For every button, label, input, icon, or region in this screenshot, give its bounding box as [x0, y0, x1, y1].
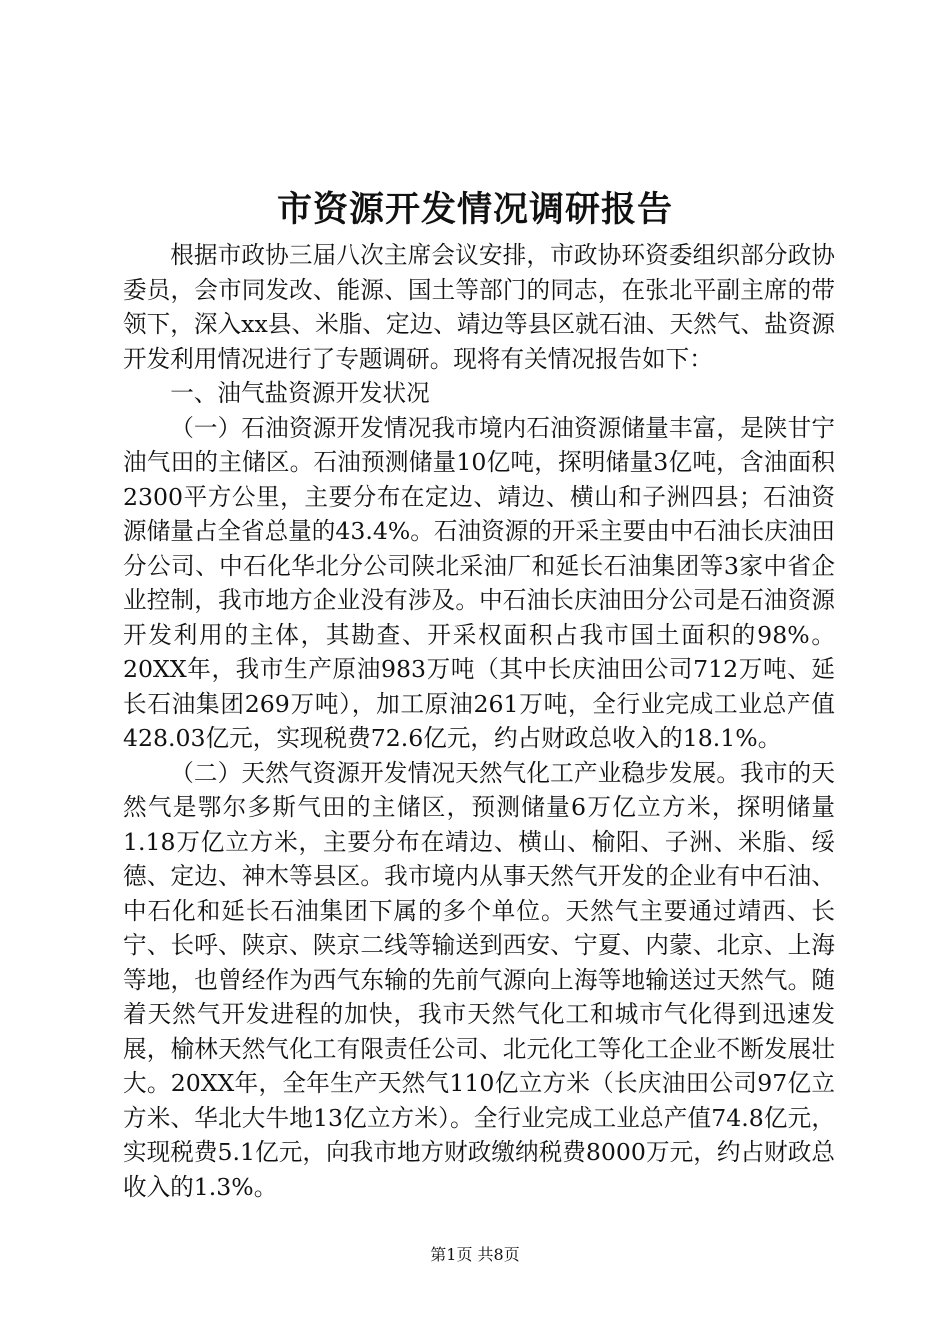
paragraph-intro: 根据市政协三届八次主席会议安排，市政协环资委组织部分政协委员，会市同发改、能源、国土等部门的同志，在张北平副主席的带领下，深入xx县、米脂、定边、靖边等县区就石油、天然气、盐资源开发利用情况进行了专题调研。现将有关情况报告如下： [123, 241, 835, 373]
document-body [123, 238, 835, 1204]
section-heading: 一、油气盐资源开发状况 [170, 379, 430, 407]
page-footer: 第1页 共8页 [430, 1245, 520, 1264]
document-title: 市资源开发情况调研报告 [276, 189, 673, 230]
paragraph-oil: （一）石油资源开发情况我市境内石油资源储量丰富，是陕甘宁油气田的主储区。石油预测储量10亿吨，探明储量3亿吨，含油面积2300平方公里，主要分布在定边、靖边、横山和子洲四县；石油资源储量占全省总量的43.4%。石油资源的开采主要由中石油长庆油田分公司、中石化华北分公司陕北采油厂和延长石油集团等3家中省企业控制，我市地方企业没有涉及。中石油长庆油田分公司是石油资源开发利用的主体，其勘查、开采权面积占我市国土面积的98%。20XX年，我市生产原油983万吨（其中长庆油田公司712万吨、延长石油集团269万吨），加工原油261万吨，全行业完成工业总产值428.03亿元，实现税费72.6亿元，约占财政总收入的18.1%。 [123, 413, 835, 752]
paragraph-gas: （二）天然气资源开发情况天然气化工产业稳步发展。我市的天然气是鄂尔多斯气田的主储区，预测储量6万亿立方米，探明储量1.18万亿立方米，主要分布在靖边、横山、榆阳、子洲、米脂、绥德、定边、神木等县区。我市境内从事天然气开发的企业有中石油、中石化和延长石油集团下属的多个单位。天然气主要通过靖西、长宁、长呼、陕京、陕京二线等输送到西安、宁夏、内蒙、北京、上海等地，也曾经作为西气东输的先前气源向上海等地输送过天然气。随着天然气开发进程的加快，我市天然气化工和城市气化得到迅速发展，榆林天然气化工有限责任公司、北元化工等化工企业不断发展壮大。20XX年，全年生产天然气110亿立方米（长庆油田公司97亿立方米、华北大牛地13亿立方米）。全行业完成工业总产值74.8亿元，实现税费5.1亿元，向我市地方财政缴纳税费8000万元，约占财政总收入的1.3%。 [123, 758, 835, 1201]
